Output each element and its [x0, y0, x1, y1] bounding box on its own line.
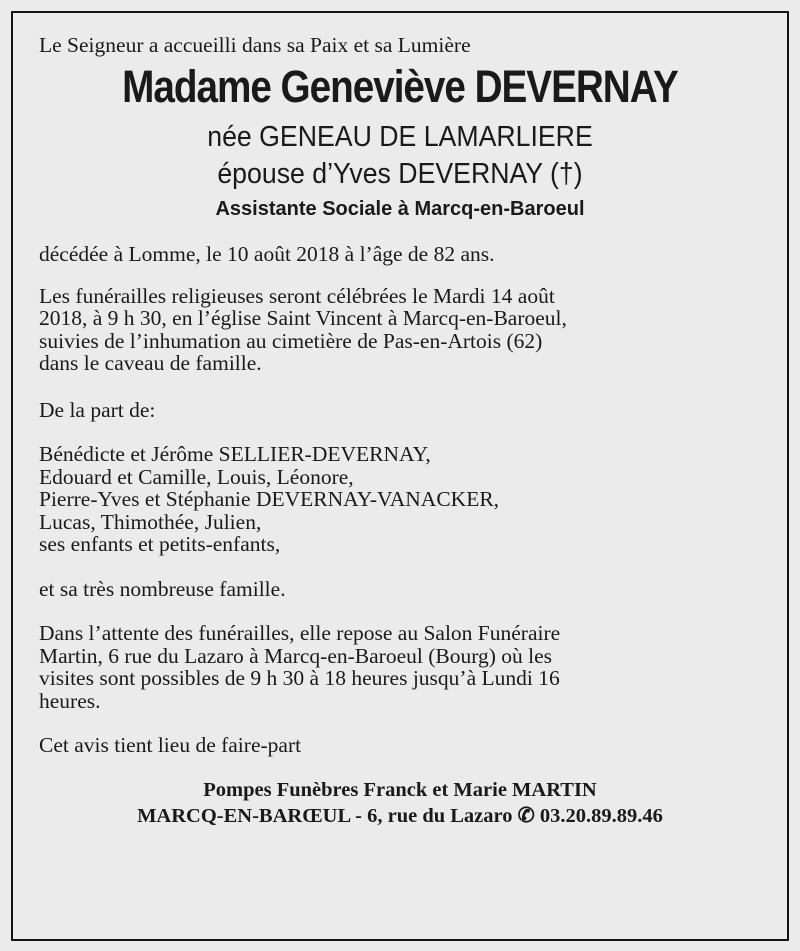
visitation-line: visites sont possibles de 9 h 30 à 18 heures jusqu’à Lundi 16 — [39, 666, 560, 690]
family-line: Edouard et Camille, Louis, Léonore, — [39, 464, 354, 489]
funeral-line: Les funérailles religieuses seront célébrées le Mardi 14 août — [39, 283, 555, 308]
death-announcement: décédée à Lomme, le 10 août 2018 à l’âge de 82 ans. — [39, 242, 495, 266]
family-line: Pierre-Yves et Stéphanie DEVERNAY-VANACKER, — [39, 487, 500, 511]
funeral-line: suivies de l’inhumation au cimetière de Pas-en-Artois (62) — [39, 328, 543, 353]
family-line: Bénédicte et Jérôme SELLIER-DEVERNAY, — [39, 442, 431, 466]
maiden-name: née GENEAU DE LAMARLIERE — [207, 121, 593, 153]
profession-line: Assistante Sociale à Marcq-en-Baroeul — [215, 198, 585, 220]
funeral-line: 2018, à 9 h 30, en l’église Saint Vincent à Marcq-en-Baroeul, — [39, 306, 567, 330]
deceased-name: Madame Geneviève DEVERNAY — [122, 61, 678, 112]
family-line: Lucas, Thimothée, Julien, — [39, 509, 262, 534]
visitation-line: heures. — [39, 688, 101, 713]
opening-line: Le Seigneur a accueilli dans sa Paix et sa Lumière — [39, 33, 471, 57]
family-list — [39, 443, 761, 556]
visitation-line: Dans l’attente des funérailles, elle repose au Salon Funéraire — [39, 621, 561, 645]
extended-family: et sa très nombreuse famille. — [39, 576, 286, 601]
funeral-paragraph — [39, 285, 761, 375]
funeral-home-name: Pompes Funèbres Franck et Marie MARTIN — [203, 778, 597, 801]
obituary-notice — [11, 11, 789, 941]
funeral-home-address: MARCQ-EN-BARŒUL - 6, rue du Lazaro ✆ 03.20.89.89.46 — [137, 804, 663, 827]
notice-content — [39, 31, 761, 829]
visitation-line: Martin, 6 rue du Lazaro à Marcq-en-Baroeul (Bourg) où les — [39, 643, 553, 668]
spouse-line: épouse d’Yves DEVERNAY (†) — [217, 158, 583, 190]
notice-line: Cet avis tient lieu de faire-part — [39, 733, 302, 757]
visitation-paragraph — [39, 622, 761, 712]
funeral-home-footer — [39, 777, 761, 829]
family-intro: De la part de: — [39, 397, 156, 422]
funeral-line: dans le caveau de famille. — [39, 351, 262, 375]
family-line: ses enfants et petits-enfants, — [39, 532, 281, 556]
